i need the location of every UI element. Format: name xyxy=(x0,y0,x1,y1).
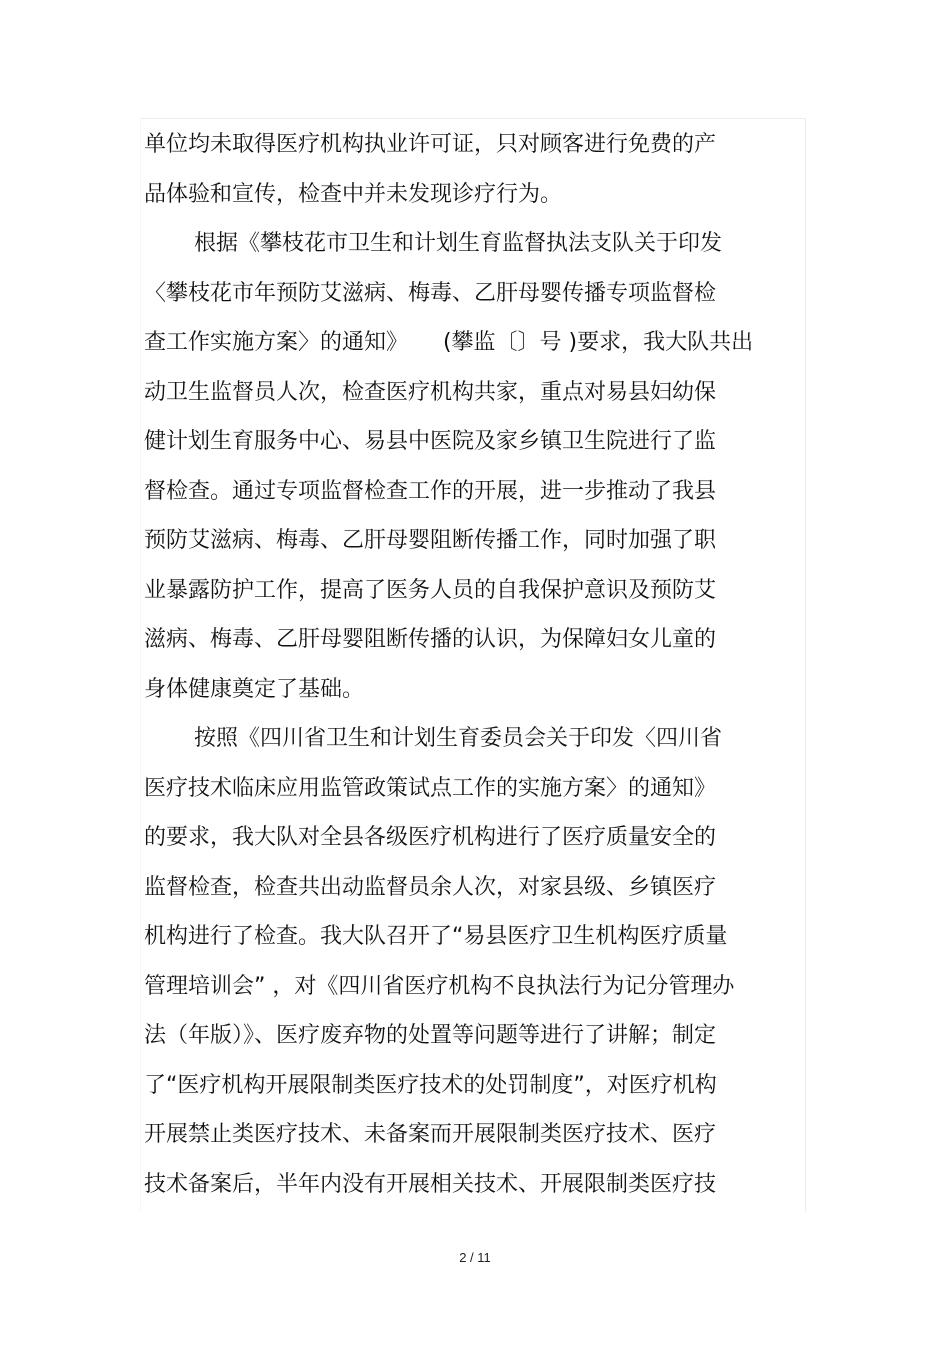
text-line-12: 身体健康奠定了基础。 xyxy=(144,676,365,702)
text-line-14: 医疗技术临床应用监管政策试点工作的实施方案〉的通知》 xyxy=(144,775,717,801)
text-line-8: 督检查。通过专项监督检查工作的开展，进一步推动了我县 xyxy=(144,478,717,504)
text-line-7: 健计划生育服务中心、易县中医院及家乡镇卫生院进行了监 xyxy=(144,429,717,454)
text-line-1: 单位均未取得医疗机构执业许可证，只对顾客进行免费的产 xyxy=(144,132,717,157)
text-line-18: 管理培训会” ，对《四川省医疗机构不良执法行为记分管理办 xyxy=(144,973,735,999)
page-number: 2 / 11 xyxy=(459,1250,491,1265)
text-line-22: 技术备案后，半年内没有开展相关技术、开展限制类医疗技 xyxy=(144,1171,717,1197)
document-body xyxy=(144,120,804,1209)
text-line-6: 动卫生监督员人次，检查医疗机构共家，重点对易县妇幼保 xyxy=(144,379,717,405)
text-line-16: 监督检查，检查共出动监督员余人次，对家县级、乡镇医疗 xyxy=(144,874,717,900)
text-line-17: 机构进行了检查。我大队召开了“易县医疗卫生机构医疗质量 xyxy=(144,924,728,949)
text-line-19: 法（年版）》、医疗废弃物的处置等问题等进行了讲解；制定 xyxy=(144,1023,717,1048)
text-line-10: 业暴露防护工作，提高了医务人员的自我保护意识及预防艾 xyxy=(144,577,717,603)
text-line-4: 〈攀枝花市年预防艾滋病、梅毒、乙肝母婴传播专项监督检 xyxy=(144,280,717,306)
text-line-5: 查工作实施方案〉的通知》 (攀监〔〕号 )要求，我大队共出 xyxy=(144,330,754,355)
text-line-13: 按照《四川省卫生和计划生育委员会关于印发〈四川省 xyxy=(194,726,723,751)
text-line-15: 的要求，我大队对全县各级医疗机构进行了医疗质量安全的 xyxy=(144,825,717,850)
text-line-3: 根据《攀枝花市卫生和计划生育监督执法支队关于印发 xyxy=(194,231,723,256)
text-line-20: 了“医疗机构开展限制类医疗技术的处罚制度”，对医疗机构 xyxy=(144,1072,717,1098)
text-line-11: 滋病、梅毒、乙肝母婴阻断传播的认识，为保障妇女儿童的 xyxy=(144,627,717,652)
text-line-21: 开展禁止类医疗技术、未备案而开展限制类医疗技术、医疗 xyxy=(144,1122,717,1147)
text-line-2: 品体验和宣传，检查中并未发现诊疗行为。 xyxy=(144,181,563,207)
text-line-9: 预防艾滋病、梅毒、乙肝母婴阻断传播工作，同时加强了职 xyxy=(144,528,717,553)
